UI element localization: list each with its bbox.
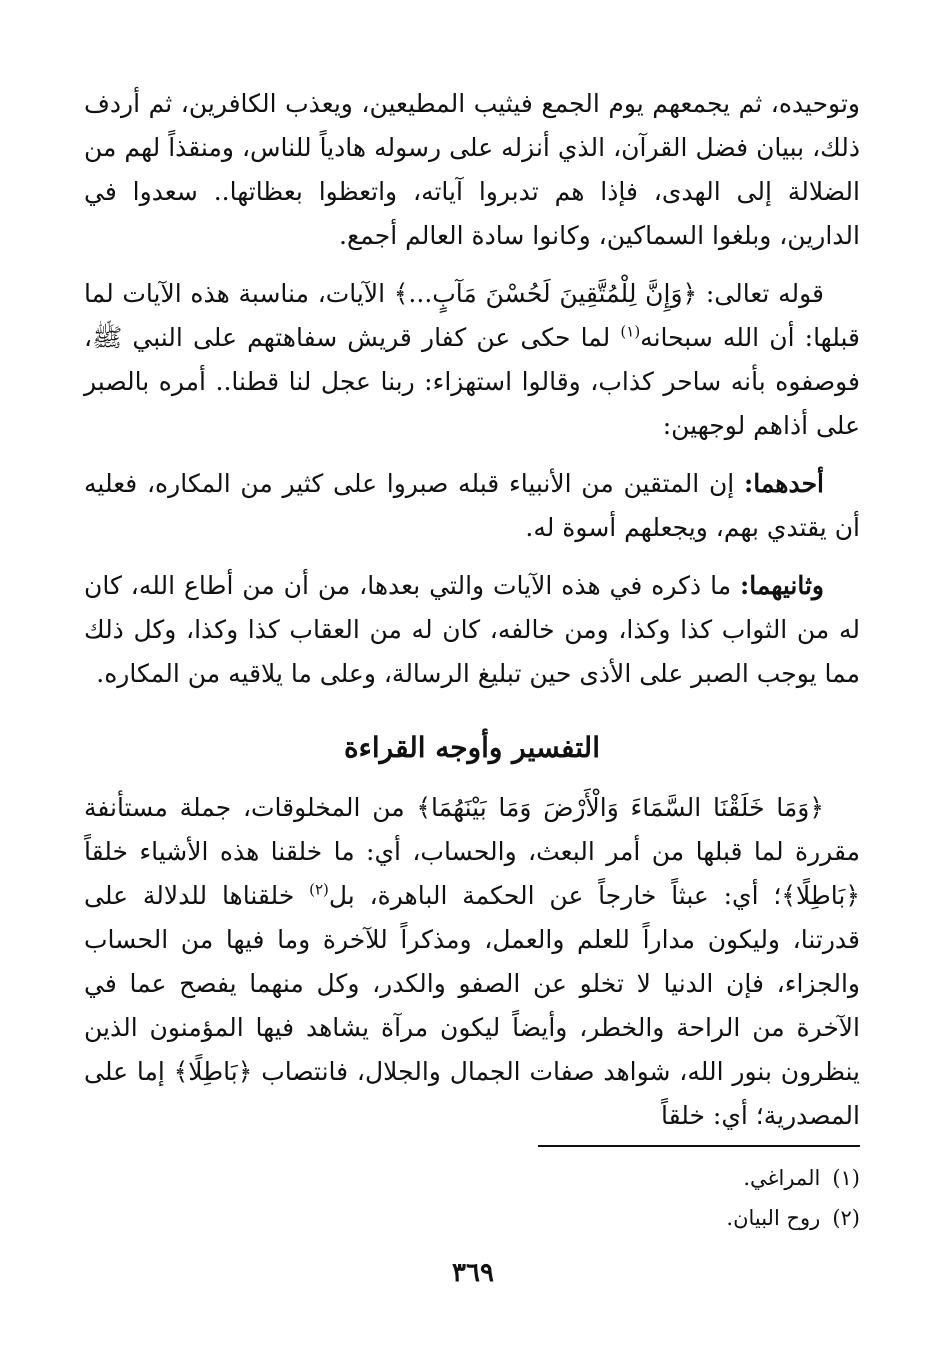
footnote-2-number: (٢) — [832, 1206, 860, 1230]
second-reason-text: ما ذكره في هذه الآيات والتي بعدها، من أن من أطاع الله، كان له من الثواب كذا وكذا، ومن خالفه، كان له من العقاب كذا وكذا، وكل ذلك مما يوجب الصبر على الأذى حين تبليغ الرسالة، وعلى ما يلاقيه من المكاره. — [84, 571, 860, 688]
footnote-ref-1[interactable]: (١) — [620, 322, 641, 341]
paragraph-first-reason — [84, 462, 860, 550]
paragraph-tafsir-text: ﴿وَمَا خَلَقْنَا السَّمَاءَ وَالْأَرْضَ وَمَا بَيْنَهُمَا﴾ من المخلوقات، جملة مستأنفة مقررة لما قبلها من أمر البعث، والحساب، أي: ما خلقنا هذه الأشياء خلقاً ﴿بَاطِلًا﴾؛ أي: عبثاً خارجاً عن الحكمة الباهرة، بل — [84, 793, 860, 910]
paragraph-tafsir-text-cont: خلقناها للدلالة على قدرتنا، وليكون مداراً للعلم والعمل، ومذكراً للآخرة وما فيها من الحساب والجزاء، فإن الدنيا لا تخلو عن الصفو والكدر، وكل منهما يفصح عما في الآخرة من الراحة والخطر، وأيضاً ليكون مرآة يشاهد فيها المؤمنون الذين ينظرون بنور الله، شواهد صفات الجمال والجلال، فانتصاب ﴿بَاطِلًا﴾ إما على المصدرية؛ أي: خلقاً — [84, 881, 860, 1130]
footnote-1-number: (١) — [832, 1166, 860, 1190]
paragraph-intro: وتوحيده، ثم يجمعهم يوم الجمع فيثيب المطيعين، ويعذب الكافرين، ثم أردف ذلك، ببيان فضل القرآن، الذي أنزله على رسوله هادياً للناس، ومنقذاً لهم من الضلالة إلى الهدى، فإذا هم تدبروا آياته، واتعظوا بعظاتها.. سعدوا في الدارين، وبلغوا السماكين، وكانوا سادة العالم أجمع. — [84, 89, 860, 250]
paragraph-second-reason — [84, 564, 860, 696]
footnote-2-text: روح البيان. — [726, 1206, 821, 1230]
footnote-divider — [538, 1145, 860, 1147]
footnote-2 — [360, 1198, 860, 1238]
paragraph-verse-context-text-cont: لما حكى عن كفار قريش سفاهتهم على النبي ﷺ، فوصفوه بأنه ساحر كذاب، وقالوا استهزاء: ربنا عجل لنا قطنا.. أمره بالصبر على أذاهم لوجهين: — [84, 323, 860, 440]
paragraph-tafsir — [84, 786, 860, 1138]
footnote-1-text: المراغي. — [743, 1166, 821, 1190]
main-text — [84, 82, 860, 1138]
first-reason-label: أحدهما: — [743, 469, 824, 498]
footnote-1 — [360, 1158, 860, 1198]
section-heading: التفسير وأوجه القراءة — [344, 731, 600, 764]
footnote-ref-2[interactable]: (٢) — [309, 880, 329, 899]
paragraph-verse-context — [84, 272, 860, 448]
paragraph-verse-context-text: قوله تعالى: ﴿وَإِنَّ لِلْمُتَّقِينَ لَحُسْنَ مَآبٍ...﴾ الآيات، مناسبة هذه الآيات لما قبلها: أن الله سبحانه — [84, 279, 860, 352]
page-number: ٣٦٩ — [452, 1258, 494, 1288]
first-reason-text: إن المتقين من الأنبياء قبله صبروا على كثير من المكاره، فعليه أن يقتدي بهم، ويجعلهم أسوة له. — [84, 469, 860, 542]
second-reason-label: وثانيهما: — [740, 571, 824, 600]
footnotes — [360, 1158, 860, 1238]
